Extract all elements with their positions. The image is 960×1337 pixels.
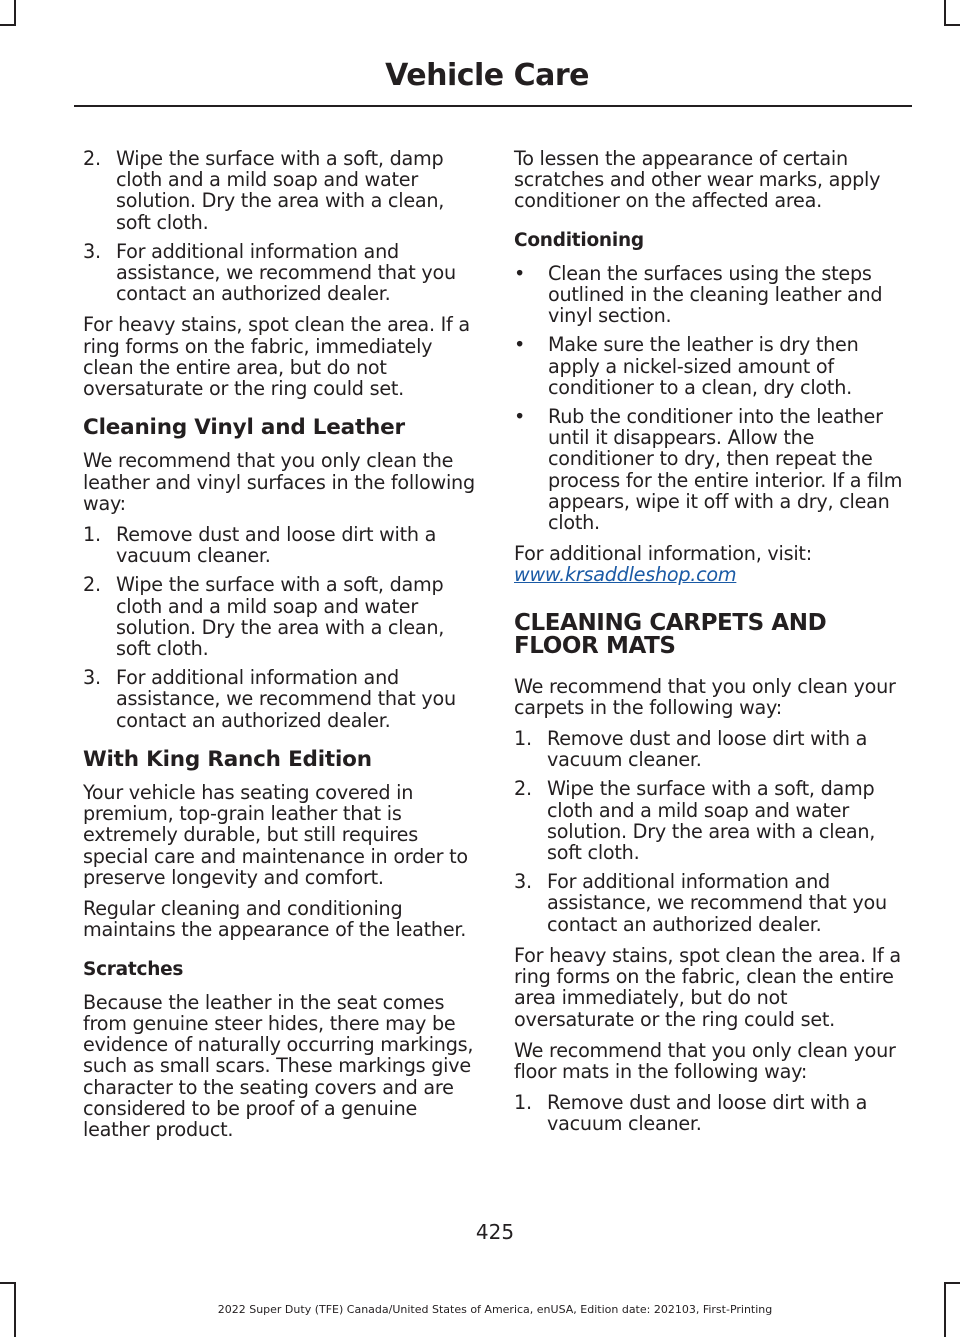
list-number: 3. — [514, 870, 532, 894]
crop-mark — [0, 1282, 16, 1284]
crop-mark — [14, 0, 16, 26]
bullet-list — [514, 263, 910, 533]
list-item — [514, 728, 910, 770]
list-item-text: Wipe the surface with a soft, damp cloth and a mild soap and water solution. Dry the area with a clean, soft cloth. — [547, 777, 876, 865]
bullet-icon: • — [514, 261, 526, 285]
paragraph: For heavy stains, spot clean the area. If a ring forms on the fabric, immediately clean the entire area, but do not oversaturate or the ring could set. — [83, 313, 470, 401]
section-heading: With King Ranch Edition — [83, 746, 372, 772]
list-number: 2. — [83, 147, 101, 170]
list-item — [514, 263, 910, 327]
right-column — [514, 148, 910, 1145]
list-item — [514, 334, 910, 398]
header-divider — [74, 105, 912, 107]
subsection-heading: Scratches — [83, 958, 184, 980]
list-item-text: Remove dust and loose dirt with a vacuum cleaner. — [547, 1091, 868, 1136]
list-item-text: Remove dust and loose dirt with a vacuum cleaner. — [116, 523, 437, 568]
section-heading: Cleaning Vinyl and Leather — [83, 415, 405, 441]
paragraph: Because the leather in the seat comes from genuine steer hides, there may be evidence of naturally occurring markings, such as small scars. These markings give character to the seating covers and are considered to be proof of a genuine leather product. — [83, 990, 474, 1141]
list-number: 3. — [83, 239, 101, 263]
list-item-text: Clean the surfaces using the steps outlined in the cleaning leather and vinyl section. — [548, 261, 883, 328]
chapter-heading: CLEANING CARPETS AND FLOOR MATS — [514, 609, 827, 659]
list-item-text: Rub the conditioner into the leather until it disappears. Allow the conditioner to dry, then repeat the process for the entire interior. If a film appears, wipe it off with a dry, clean cloth. — [548, 405, 903, 535]
bullet-icon: • — [514, 333, 526, 357]
list-item — [514, 871, 910, 935]
visit-text: For additional information, visit: — [514, 542, 812, 566]
crop-mark — [944, 1282, 960, 1284]
list-item-text: Wipe the surface with a soft, damp cloth and a mild soap and water solution. Dry the area with a clean, soft cloth. — [116, 573, 445, 661]
numbered-list — [514, 728, 910, 935]
list-item — [514, 1092, 910, 1134]
list-item-text: Wipe the surface with a soft, damp cloth and a mild soap and water solution. Dry the area with a clean, soft cloth. — [116, 147, 445, 234]
list-number: 3. — [83, 666, 101, 690]
bullet-icon: • — [514, 405, 526, 429]
edition-footer: 2022 Super Duty (TFE) Canada/United States of America, enUSA, Edition date: 202103, First-Printing — [217, 1303, 773, 1316]
list-number: 2. — [514, 777, 532, 801]
numbered-list — [514, 1092, 910, 1134]
crop-mark — [944, 24, 960, 26]
list-item — [83, 148, 478, 233]
paragraph: For heavy stains, spot clean the area. If a ring forms on the fabric, clean the entire area immediately, but do not oversaturate or the ring could set. — [514, 943, 901, 1031]
subsection-heading: Conditioning — [514, 229, 644, 251]
paragraph — [514, 543, 910, 585]
list-item — [514, 778, 910, 863]
numbered-list — [83, 148, 478, 304]
list-item-text: For additional information and assistance, we recommend that you contact an authorized dealer. — [116, 239, 456, 306]
list-item-text: Make sure the leather is dry then apply a nickel-sized amount of conditioner to a clean, dry cloth. — [548, 333, 859, 399]
list-item-text: For additional information and assistance, we recommend that you contact an authorized dealer. — [116, 666, 456, 732]
paragraph: Regular cleaning and conditioning maintains the appearance of the leather. — [83, 897, 467, 942]
left-column — [83, 148, 478, 1150]
paragraph: Your vehicle has seating covered in premium, top-grain leather that is extremely durable, but still requires special care and maintenance in order to preserve longevity and comfort. — [83, 781, 468, 889]
list-item — [514, 406, 910, 533]
list-number: 2. — [83, 573, 101, 597]
paragraph: To lessen the appearance of certain scratches and other wear marks, apply conditioner on the affected area. — [514, 147, 881, 213]
website-link[interactable]: www.krsaddleshop.com — [514, 563, 737, 587]
list-number: 1. — [514, 1091, 532, 1115]
crop-mark — [944, 0, 946, 26]
list-item — [83, 524, 478, 566]
list-item — [83, 574, 478, 659]
numbered-list — [83, 524, 478, 731]
list-item-text: For additional information and assistance, we recommend that you contact an authorized dealer. — [547, 870, 887, 936]
list-item — [83, 667, 478, 731]
paragraph: We recommend that you only clean your carpets in the following way: — [514, 674, 896, 719]
paragraph: We recommend that you only clean the leather and vinyl surfaces in the following way: — [83, 449, 475, 515]
page-header-title: Vehicle Care — [385, 58, 589, 93]
paragraph: We recommend that you only clean your floor mats in the following way: — [514, 1038, 896, 1083]
crop-mark — [0, 24, 16, 26]
list-item — [83, 241, 478, 305]
list-number: 1. — [83, 523, 101, 547]
page-number: 425 — [475, 1220, 515, 1244]
list-number: 1. — [514, 727, 532, 751]
list-item-text: Remove dust and loose dirt with a vacuum cleaner. — [547, 727, 868, 772]
